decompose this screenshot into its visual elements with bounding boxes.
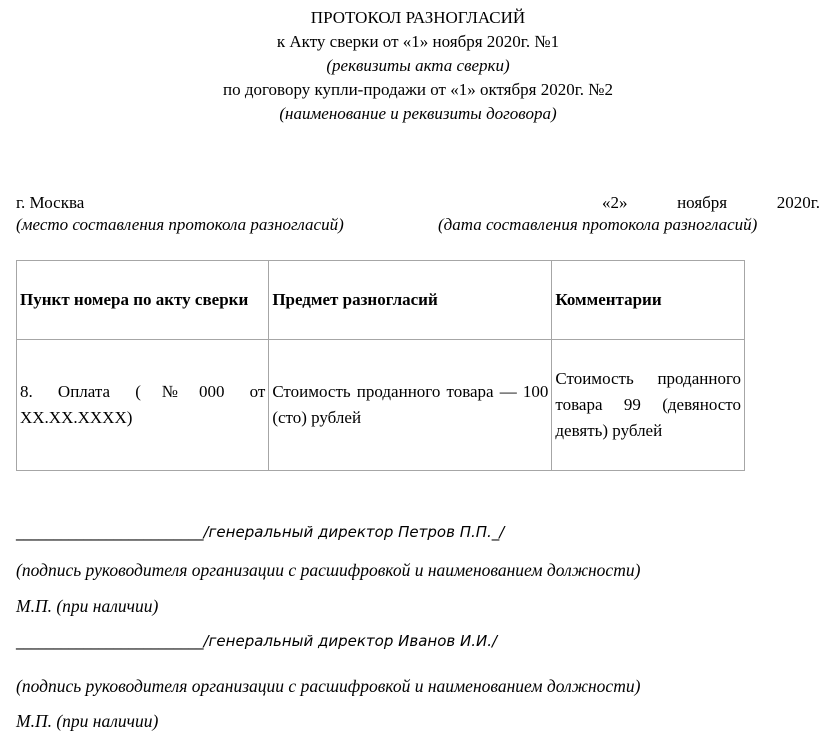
signature-caption-2: (подпись руководителя организации с расшифровкой и наименованием должности)	[16, 676, 641, 696]
signature-text-2: /генеральный директор Иванов И.И./	[203, 632, 498, 650]
signature-line-2	[16, 632, 497, 650]
cell-subject: Стоимость проданного товара — 100 (сто) рублей	[269, 340, 552, 471]
date-caption: (дата составления протокола разногласий)	[438, 215, 758, 234]
column-header-subject: Предмет разногласий	[269, 261, 552, 340]
date-day: «2»	[602, 193, 628, 212]
table-header-row	[17, 261, 745, 340]
column-header-comments: Комментарии	[552, 261, 745, 340]
seal-note-1: М.П. (при наличии)	[16, 596, 159, 616]
contract-reference-caption: (наименование и реквизиты договора)	[279, 104, 557, 123]
cell-item: 8. Оплата (№000 от XX.XX.XXXX)	[17, 340, 269, 471]
place-city: г. Москва	[16, 193, 85, 212]
cell-comment: Стоимость проданного товара 99 (девяносто девять) рублей	[552, 340, 745, 471]
signature-text-1: /генеральный директор Петров П.П._/	[203, 523, 505, 541]
disagreement-table	[16, 260, 745, 471]
seal-note-2: М.П. (при наличии)	[16, 711, 159, 731]
column-header-item: Пункт номера по акту сверки	[17, 261, 269, 340]
table-row	[17, 340, 745, 471]
place-caption: (место составления протокола разногласий)	[16, 215, 344, 234]
signature-blank-2: _________________________	[16, 632, 204, 650]
document-header	[0, 6, 828, 126]
document-title: ПРОТОКОЛ РАЗНОГЛАСИЙ	[310, 8, 526, 27]
signature-blank-1: _________________________	[16, 523, 204, 541]
date-year: 2020г.	[776, 193, 820, 212]
act-reference-caption: (реквизиты акта сверки)	[326, 56, 510, 75]
document-date	[602, 192, 820, 214]
contract-reference: по договору купли-продажи от «1» октября 2020г. №2	[223, 80, 613, 99]
act-reference: к Акту сверки от «1» ноября 2020г. №1	[276, 32, 560, 51]
date-month: ноября	[677, 193, 728, 212]
signature-line-1	[16, 523, 504, 541]
signature-caption-1: (подпись руководителя организации с расшифровкой и наименованием должности)	[16, 560, 641, 580]
